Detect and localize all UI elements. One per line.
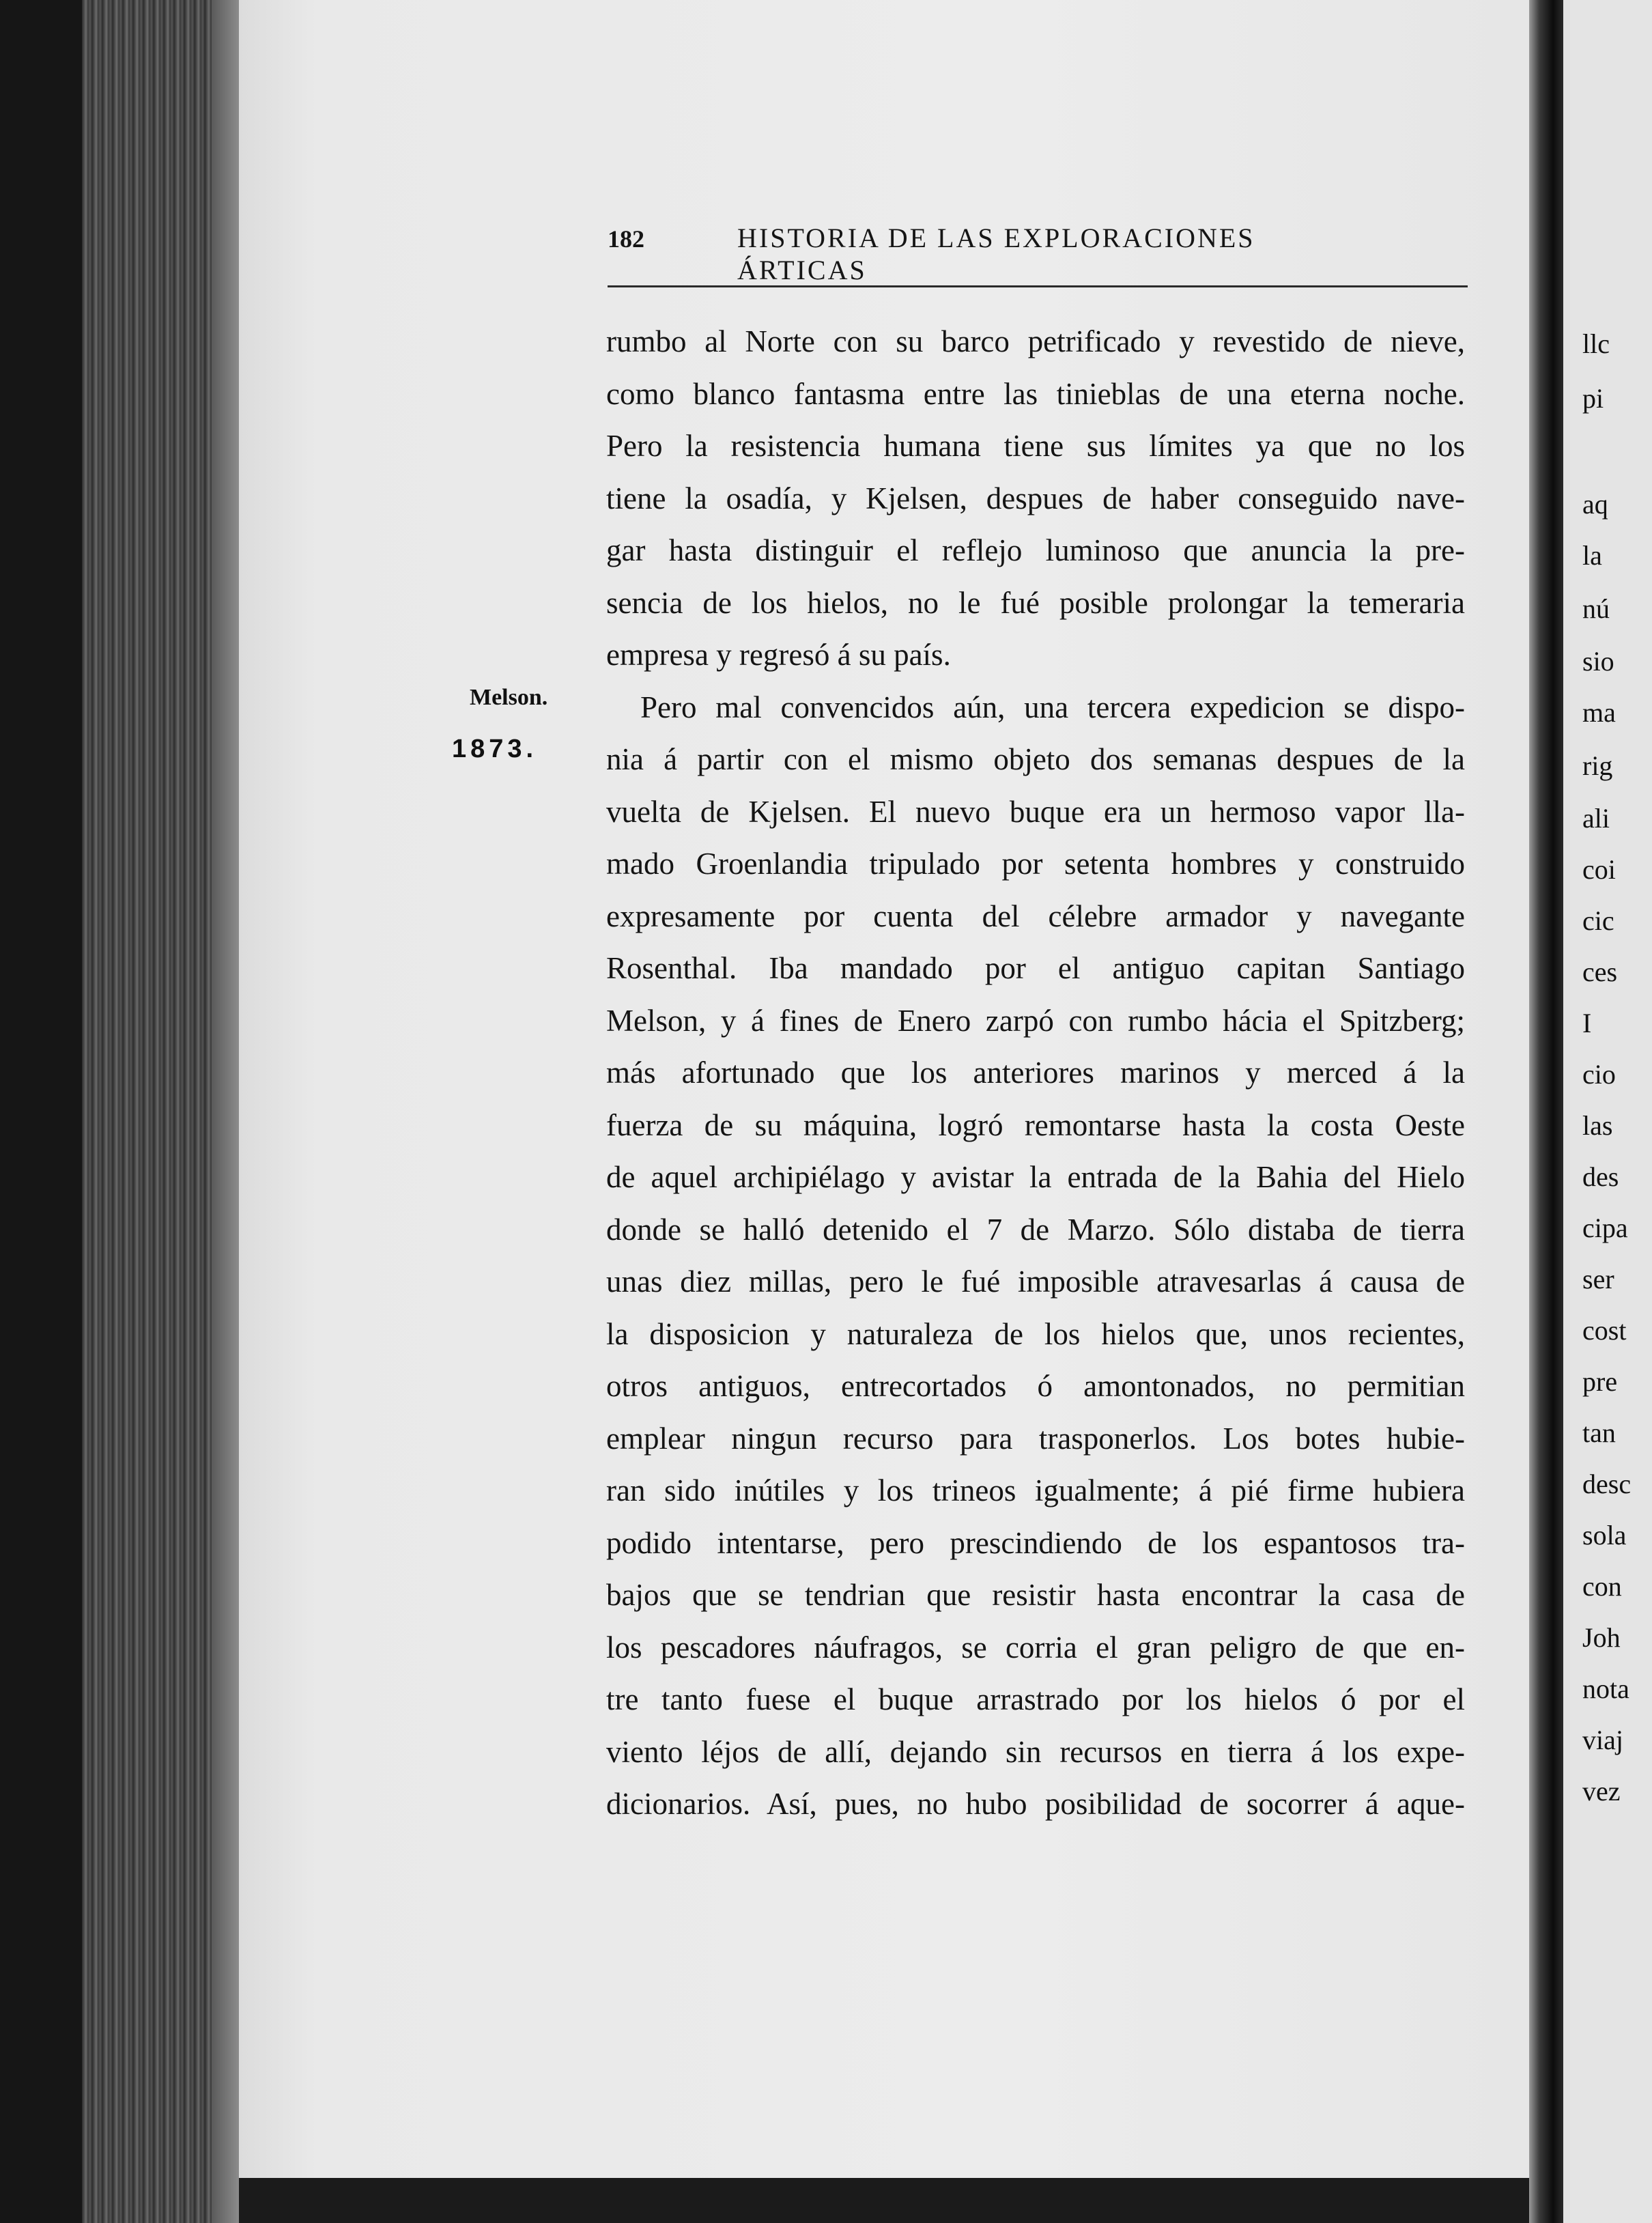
facing-fragment: cio (1582, 1059, 1616, 1090)
page-number: 182 (608, 225, 644, 253)
facing-fragment: aq (1582, 489, 1608, 520)
facing-fragment: I (1582, 1008, 1592, 1038)
text-line: nia á partir con el mismo objeto dos semanas despues de la (606, 742, 1465, 776)
text-line: Pero la resistencia humana tiene sus límites ya que no los (606, 429, 1465, 463)
facing-fragment: ser (1582, 1264, 1614, 1294)
text-line: de aquel archipiélago y avistar la entrada de la Bahia del Hielo (606, 1160, 1465, 1194)
facing-fragment: ces (1582, 957, 1618, 987)
facing-fragment: sio (1582, 646, 1614, 677)
page-bottom-shadow (239, 2178, 1529, 2223)
facing-page (1563, 0, 1652, 2223)
facing-fragment: con (1582, 1571, 1622, 1602)
facing-fragment: Joh (1582, 1622, 1621, 1653)
text-line: expresamente por cuenta del célebre armador y navegante (606, 898, 1465, 933)
text-line: podido intentarse, pero prescindiendo de los espantosos tra- (606, 1525, 1465, 1560)
facing-fragment: vez (1582, 1776, 1621, 1807)
margin-note-year: 1873. (452, 735, 538, 763)
margin-note-name: Melson. (470, 685, 548, 710)
text-line: bajos que se tendrian que resistir hasta encontrar la casa de (606, 1578, 1465, 1612)
text-line: otros antiguos, entrecortados ó amontonados, no permitian (606, 1369, 1465, 1403)
text-line: viento léjos de allí, dejando sin recursos en tierra á los expe- (606, 1734, 1465, 1769)
text-line: Melson, y á fines de Enero zarpó con rumbo hácia el Spitzberg; (606, 1003, 1465, 1038)
facing-fragment: llc (1582, 328, 1610, 359)
book-gutter (1529, 0, 1563, 2223)
text-line: tiene la osadía, y Kjelsen, despues de haber conseguido nave- (606, 481, 1465, 515)
facing-fragment: viaj (1582, 1725, 1623, 1755)
text-line: sencia de los hielos, no le fué posible prolongar la temeraria (606, 585, 1465, 620)
text-line: Pero mal convencidos aún, una tercera expedicion se dispo- (640, 690, 1465, 724)
page-edge-stack (82, 0, 239, 2223)
text-line: mado Groenlandia tripulado por setenta hombres y construido (606, 847, 1465, 881)
text-line: más afortunado que los anteriores marinos y merced á la (606, 1056, 1465, 1090)
facing-fragment: pi (1582, 383, 1604, 414)
text-line: rumbo al Norte con su barco petrificado y revestido de nieve, (606, 324, 1465, 358)
text-line: los pescadores náufragos, se corria el gran peligro de que en- (606, 1630, 1465, 1665)
text-line: vuelta de Kjelsen. El nuevo buque era un hermoso vapor lla- (606, 794, 1465, 829)
running-title: HISTORIA DE LAS EXPLORACIONES ÁRTICAS (737, 223, 1255, 285)
text-line: fuerza de su máquina, logró remontarse hasta la costa Oeste (606, 1107, 1465, 1142)
facing-fragment: ma (1582, 697, 1616, 728)
facing-fragment: rig (1582, 750, 1613, 781)
facing-fragment: cic (1582, 905, 1614, 936)
text-line: emplear ningun recurso para trasponerlos. Los botes hubie- (606, 1421, 1465, 1456)
text-line: unas diez millas, pero le fué imposible atravesarlas á causa de (606, 1264, 1465, 1299)
facing-fragment: las (1582, 1110, 1613, 1141)
facing-fragment: nota (1582, 1673, 1629, 1704)
facing-fragment: ali (1582, 803, 1610, 834)
text-line: dicionarios. Así, pues, no hubo posibilidad de socorrer á aque- (606, 1787, 1465, 1821)
facing-fragment: cost (1582, 1315, 1627, 1346)
text-line: la disposicion y naturaleza de los hielos que, unos recientes, (606, 1316, 1465, 1351)
facing-fragment: sola (1582, 1520, 1627, 1551)
text-line: donde se halló detenido el 7 de Marzo. Sólo distaba de tierra (606, 1212, 1465, 1247)
facing-fragment: la (1582, 540, 1602, 571)
text-line: gar hasta distinguir el reflejo luminoso que anuncia la pre- (606, 533, 1465, 567)
text-line: ran sido inútiles y los trineos igualmente; á pié firme hubiera (606, 1473, 1465, 1507)
text-line: empresa y regresó á su país. (606, 638, 951, 672)
facing-fragment: nú (1582, 593, 1610, 624)
facing-fragment: des (1582, 1161, 1619, 1192)
facing-fragment: pre (1582, 1366, 1618, 1397)
header-rule (608, 285, 1468, 287)
facing-fragment: tan (1582, 1417, 1616, 1448)
text-line: tre tanto fuese el buque arrastrado por los hielos ó por el (606, 1682, 1465, 1716)
text-line: como blanco fantasma entre las tinieblas de una eterna noche. (606, 376, 1465, 411)
text-line: Rosenthal. Iba mandado por el antiguo capitan Santiago (606, 951, 1465, 985)
facing-fragment: desc (1582, 1469, 1632, 1499)
facing-fragment: cipa (1582, 1213, 1628, 1243)
body-text (606, 315, 1465, 1830)
running-header (608, 222, 1365, 285)
facing-fragment: coi (1582, 854, 1616, 885)
